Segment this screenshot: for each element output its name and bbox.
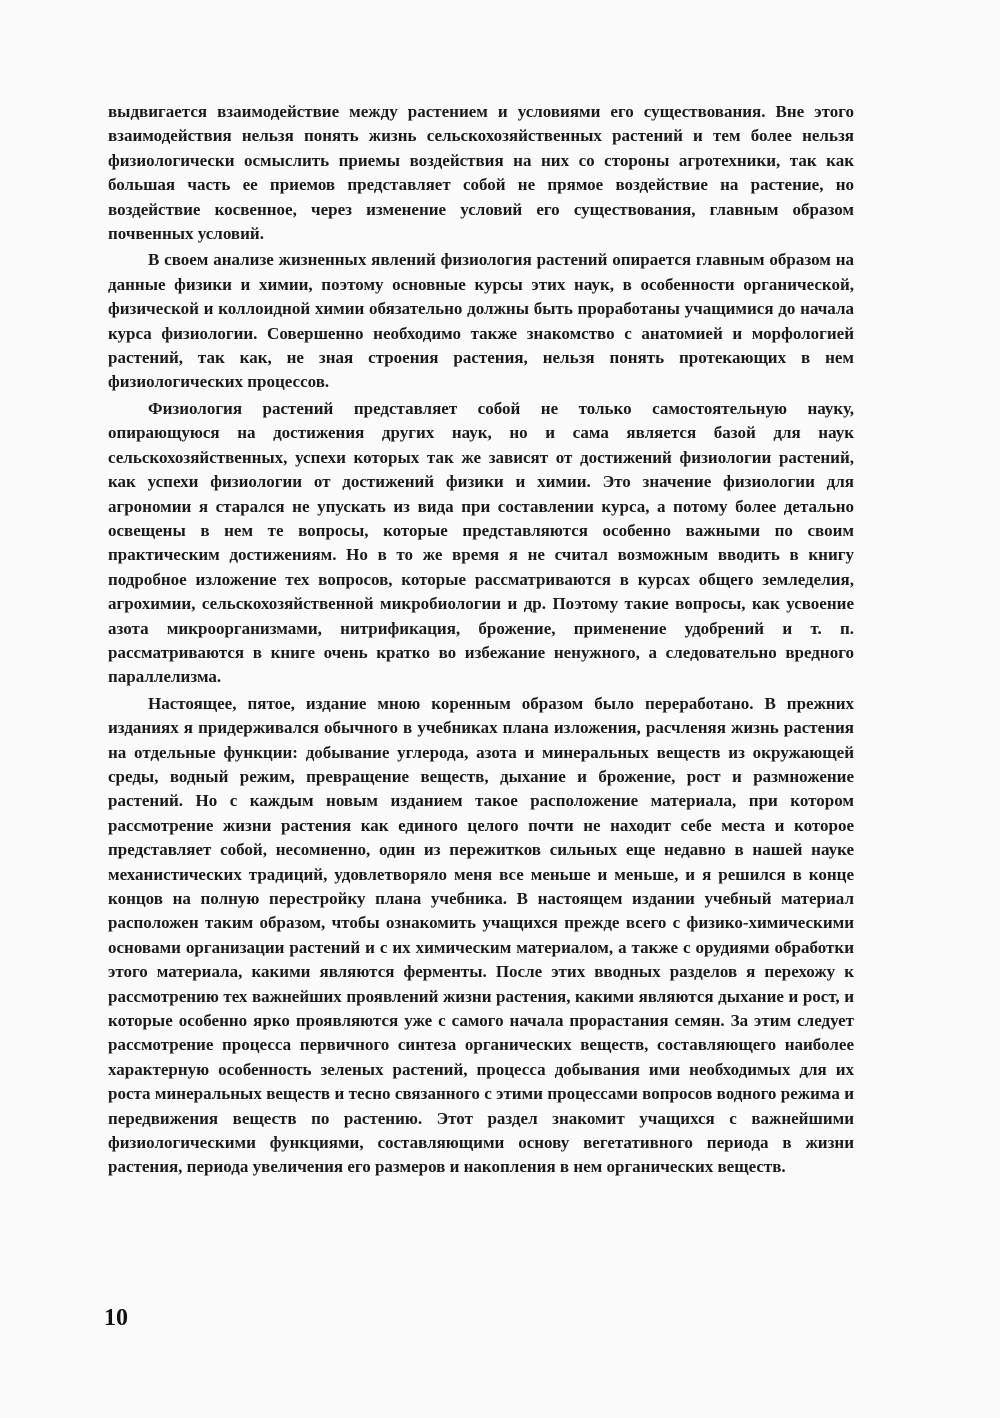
- paragraph-3: Физиология растений представляет собой не только самостоятельную науку, опирающуюся на достижения других наук, но и сама является базой для наук сельскохозяйственных, успехи которых так же зависят от достижений физиологии растений, как успехи физиологии от достижений физики и химии. Это значение физиологии для агрономии я старался не упускать из вида при составлении курса, а потому более детально освещены в нем те вопросы, которые представляются особенно важными по своим практическим достижениям. Но в то же время я не считал возможным вводить в книгу подробное изложение тех вопросов, которые рассматриваются в курсах общего земледелия, агрохимии, сельскохозяйственной микробиологии и др. Поэтому такие вопросы, как усвоение азота микроорганизмами, нитрификация, брожение, применение удобрений и т. п. рассматриваются в книге очень кратко во избежание ненужного, а следовательно вредного параллелизма.: [108, 398, 854, 687]
- page-body: [108, 100, 854, 1290]
- paragraph-2: В своем анализе жизненных явлений физиология растений опирается главным образом на данные физики и химии, поэтому основные курсы этих наук, в особенности органической, физической и коллоидной химии обязательно должны быть проработаны учащимися до начала курса физиологии. Совершенно необходимо также знакомство с анатомией и морфологией растений, так как, не зная строения растения, нельзя понять протекающих в нем физиологических процессов.: [108, 250, 854, 392]
- paragraph-1: выдвигается взаимодействие между растением и условиями его существования. Вне этого взаимодействия нельзя понять жизнь сельскохозяйственных растений и тем более нельзя физиологически осмыслить приемы воздействия на них со стороны агротехники, так как большая часть ее приемов представляет собой не прямое воздействие на растение, но воздействие косвенное, через изменение условий его существования, главным образом почвенных условий.: [108, 102, 854, 244]
- paragraph-4: Настоящее, пятое, издание мною коренным образом было переработано. В прежних изданиях я придерживался обычного в учебниках плана изложения, расчленяя жизнь растения на отдельные функции: добывание углерода, азота и минеральных веществ из окружающей среды, водный режим, превращение веществ, дыхание и брожение, рост и размножение растений. Но с каждым новым изданием такое расположение материала, при котором рассмотрение жизни растения как единого целого почти не находит себе места и которое представляет собой, несомненно, один из пережитков сильных еще недавно в нашей науке механистических традиций, удовлетворяло меня все меньше и меньше, и я решился в конце концов на полную перестройку плана учебника. В настоящем издании учебный материал расположен таким образом, чтобы ознакомить учащихся прежде всего с физико-химическими основами организации растений и с их химическим материалом, а также с орудиями обработки этого материала, какими являются ферменты. После этих вводных разделов я перехожу к рассмотрению тех важнейших проявлений жизни растения, какими являются дыхание и рост, и которые особенно ярко проявляются уже с самого начала прорастания семян. За этим следует рассмотрение процесса первичного синтеза органических веществ, составляющего наиболее характерную особенность зеленых растений, процесса добывания ими необходимых для их роста минеральных веществ и тесно связанного с этими процессами вопросов водного режима и передвижения веществ по растению. Этот раздел знакомит учащихся с важнейшими физиологическими функциями, составляющими основу вегетативного периода в жизни растения, периода увеличения его размеров и накопления в нем органических веществ.: [108, 693, 854, 1177]
- page-number: 10: [104, 1305, 128, 1331]
